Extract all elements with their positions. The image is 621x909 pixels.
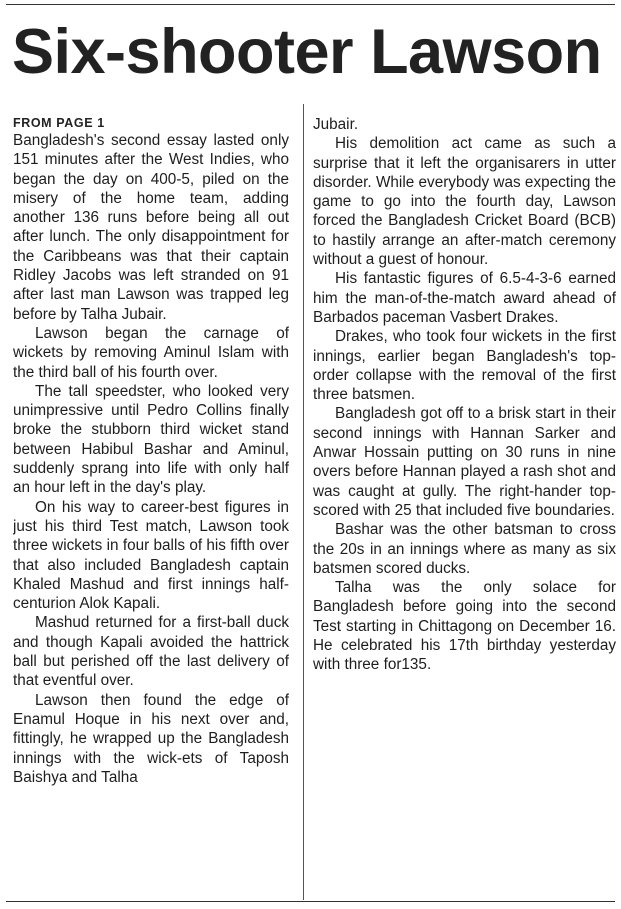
bottom-rule: [6, 901, 615, 902]
left-column: [13, 116, 289, 901]
paragraph: Bashar was the other batsman to cross the 20s in an innings where as many as six batsmen scored ducks.: [313, 521, 616, 577]
paragraph: Talha was the only solace for Bangladesh before going into the second Test starting in Chittagong on December 16. He celebrated his 17th birthday yesterday with three for135.: [313, 579, 616, 674]
paragraph: Bangladesh's second essay lasted only 151 minutes after the West Indies, who began the day on 400-5, piled on the misery of the home team, adding another 136 runs before being all out after lunch. The only disappointment for the Caribbeans was that their captain Ridley Jacobs was left stranded on 91 after last man Lawson was trapped leg before by Talha Jubair.: [13, 132, 289, 323]
paragraph: Mashud returned for a first-ball duck and though Kapali avoided the hattrick ball but perished off the last delivery of that eventful over.: [13, 614, 289, 690]
paragraph: His demolition act came as such a surprise that it left the organisarers in utter disorder. While everybody was expecting the game to go into the fourth day, Lawson forced the Bangladesh Cricket Board (BCB) to hastily arrange an after-match ceremony without a guest of honour.: [313, 135, 616, 269]
right-column: [313, 115, 616, 900]
paragraph: Lawson began the carnage of wickets by removing Aminul Islam with the third ball of his fourth over.: [13, 324, 289, 381]
top-rule: [6, 4, 615, 5]
paragraph: The tall speedster, who looked very unimpressive until Pedro Collins finally broke the stubborn third wicket stand between Habibul Bashar and Aminul, suddenly sprang into life with only half an hour left in the day's play.: [13, 382, 289, 497]
paragraph-continuation: Jubair.: [313, 116, 359, 133]
paragraph: Drakes, who took four wickets in the first innings, earlier began Bangladesh's top-order collapse with the removal of the first three batsmen.: [313, 328, 616, 404]
paragraph: Bangladesh got off to a brisk start in their second innings with Hannan Sarker and Anwar Hossain putting on 30 runs in nine overs before Hannan played a rash shot and was caught at gully. The right-hander top-scored with 25 that included five boundaries.: [313, 405, 616, 519]
paragraph: Lawson then found the edge of Enamul Hoque in his next over and, fittingly, he wrapped up the Bangladesh innings with the wick-ets of Taposh Baishya and Talha: [13, 691, 289, 786]
paragraph: On his way to career-best figures in just his third Test match, Lawson took three wickets in four balls of his fifth over that also included Bangladesh captain Khaled Mashud and first innings half-centurion Alok Kapali.: [13, 498, 289, 613]
column-divider: [303, 104, 304, 900]
paragraph: His fantastic figures of 6.5-4-3-6 earned him the man-of-the-match award ahead of Barbados paceman Vasbert Drakes.: [313, 270, 616, 326]
kicker: FROM PAGE 1: [13, 116, 105, 130]
headline: Six-shooter Lawson: [12, 17, 602, 87]
